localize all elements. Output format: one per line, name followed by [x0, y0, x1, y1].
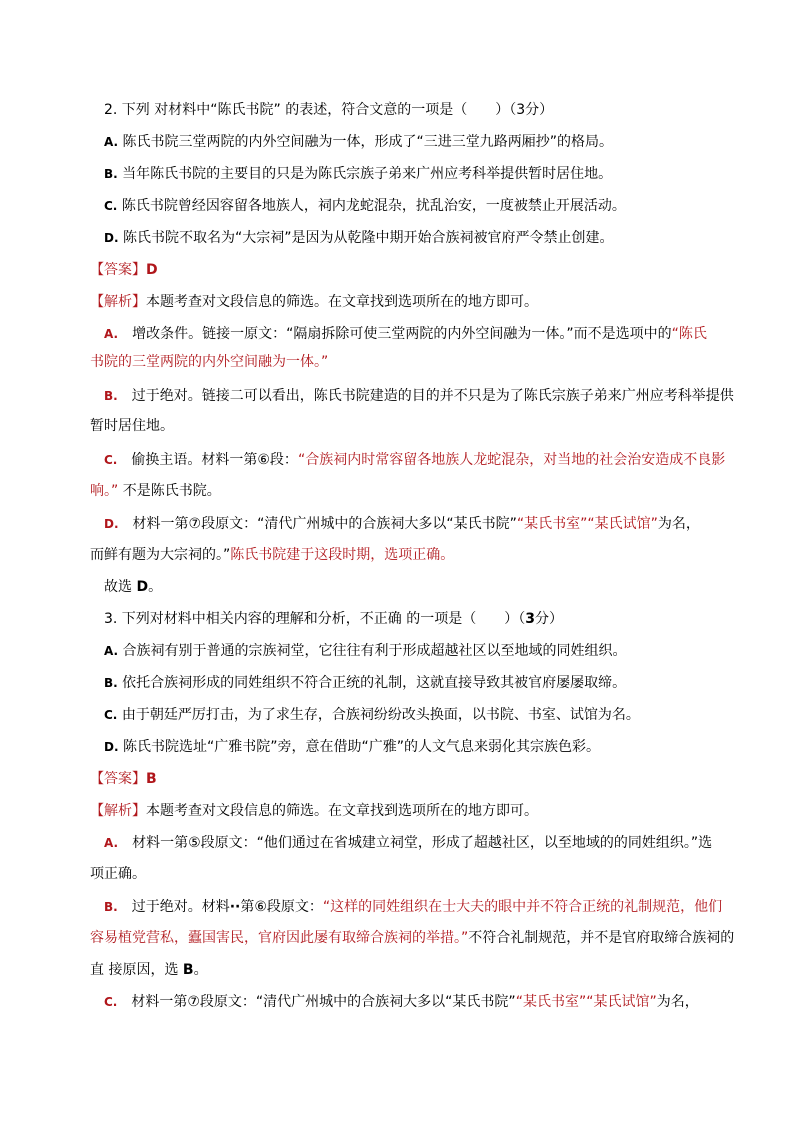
q2-analysis-b-line1: B. 过于绝对。链接二可以看出，陈氏书院建造的目的并不只是为了陈氏宗族子弟来广州应考科举提供 [104, 388, 734, 404]
q2-option-d: D. 陈氏书院不取名为“大宗祠”是因为从乾隆中期开始合族祠被官府严令禁止创建。 [104, 230, 614, 246]
q2-analysis-a-line1: A. 增改条件。链接一原文：“隔扇拆除可使三堂两院的内外空间融为一体。”而不是选项中的“陈氏 [104, 326, 707, 342]
q3-analysis: 【解析】本题考查对文段信息的筛选。在文章找到选项所在的地方即可。 [90, 803, 538, 819]
q3-stem: 3. 下列对材料中相关内容的理解和分析，不正确 的一项是（ ）（3分） [104, 611, 564, 627]
q3-analysis-b-line1: B. 过于绝对。材料··第⑥段原文：“这样的同姓组织在士大夫的眼中并不符合正统的礼制规范，他们 [104, 899, 723, 915]
q2-analysis: 【解析】本题考查对文段信息的筛选。在文章找到选项所在的地方即可。 [90, 294, 538, 310]
q3-answer: 【答案】B [90, 771, 157, 787]
q2-option-c: C. 陈氏书院曾经因容留各地族人，祠内龙蛇混杂，扰乱治安，一度被禁止开展活动。 [104, 198, 626, 214]
q3-option-c: C. 由于朝廷严厉打击，为了求生存，合族祠纷纷改头换面，以书院、书室、试馆为名。 [104, 707, 640, 723]
q2-option-a: A. 陈氏书院三堂两院的内外空间融为一体，形成了“三进三堂九路两厢抄”的格局。 [104, 134, 614, 150]
q2-analysis-d-line2: 而鲜有题为大宗祠的。”陈氏书院建于这段时期，选项正确。 [90, 547, 455, 563]
q2-conclusion: 故选 D。 [104, 579, 163, 595]
q3-analysis-c-line1: C. 材料一第⑦段原文：“清代广州城中的合族祠大多以“某氏书院”“某氏书室”“某氏试馆”为名， [104, 994, 699, 1010]
q2-analysis-d-line1: D. 材料一第⑦段原文：“清代广州城中的合族祠大多以“某氏书院”“某氏书室”“某氏试馆”为名， [104, 516, 700, 532]
q2-option-b: B. 当年陈氏书院的主要目的只是为陈氏宗族子弟来广州应考科举提供暂时居住地。 [104, 166, 613, 182]
q3-option-d: D. 陈氏书院选址“广雅书院”旁，意在借助“广雅”的人文气息来弱化其宗族色彩。 [104, 739, 600, 755]
q3-option-b: B. 依托合族祠形成的同姓组织不符合正统的礼制，这就直接导致其被官府屡屡取缔。 [104, 675, 627, 691]
q3-analysis-a-line2: 项正确。 [90, 866, 146, 882]
q2-analysis-b-line2: 暂时居住地。 [90, 418, 174, 434]
q2-answer: 【答案】D [90, 262, 158, 278]
q2-analysis-a-line2: 书院的三堂两院的内外空间融为一体。” [90, 354, 329, 370]
q3-option-a: A. 合族祠有别于普通的宗族祠堂，它往往有利于形成超越社区以至地域的同姓组织。 [104, 643, 627, 659]
q3-analysis-b-line2: 容易植党营私，蠹国害民，官府因此屡有取缔合族祠的举措。”不符合礼制规范，并不是官府取缔合族祠的 [90, 930, 735, 946]
q2-analysis-c-line2: 响。” 不是陈氏书院。 [90, 483, 221, 499]
q2-analysis-c-line1: C. 偷换主语。材料一第⑥段：“合族祠内时常容留各地族人龙蛇混杂，对当地的社会治安造成不良影 [104, 452, 726, 468]
q3-analysis-a-line1: A. 材料一第⑤段原文：“他们通过在省城建立祠堂，形成了超越社区，以至地域的的同姓组织。”选 [104, 835, 713, 851]
q3-analysis-b-line3: 直 接原因，选 B。 [90, 962, 208, 978]
q2-stem: 2. 下列 对材料中“陈氏书院” 的表述，符合文意的一项是（ ）（3分） [104, 102, 554, 118]
